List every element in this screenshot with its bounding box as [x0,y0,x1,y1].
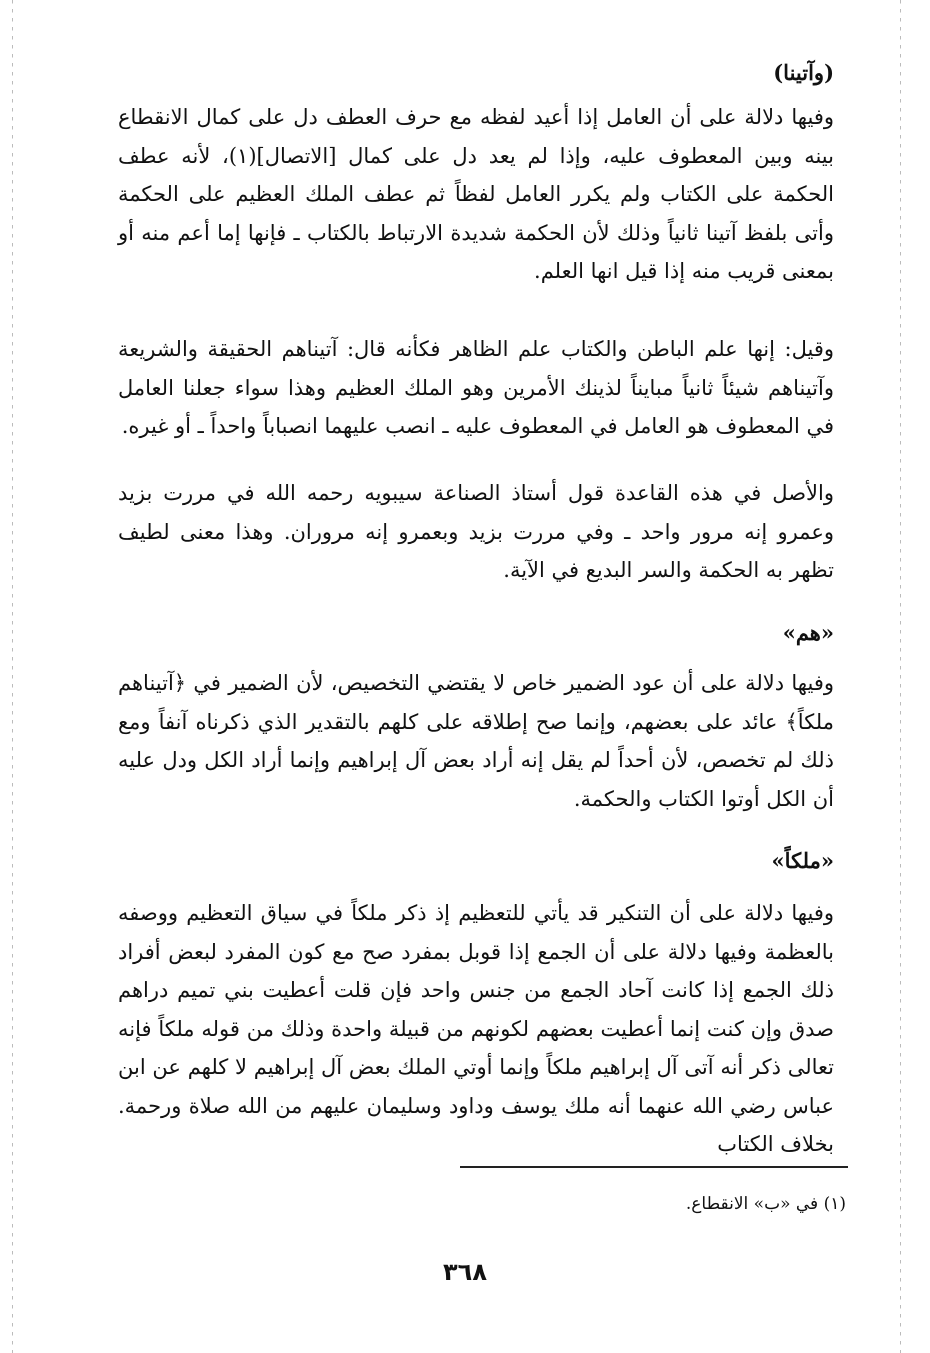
left-margin-guide [12,0,13,1353]
paragraph-3-text: والأصل في هذه القاعدة قول أستاذ الصناعة سيبويه رحمه الله في مررت بزيد وعمرو إنه مرور واحد ـ وفي مررت بزيد وبعمرو إنه مروران. وهذا معنى لطيف تظهر به الحكمة والسر البديع في الآية. [118,481,834,582]
section-heading-wa-ataina: (وآتينا) [773,60,834,85]
paragraph-5-text: وفيها دلالة على أن التنكير قد يأتي للتعظيم إذ ذكر ملكاً في سياق التعظيم ووصفه بالعظمة وفيها دلالة على أن الجمع إذا قوبل بمفرد صح مع كون المفرد لبعض أفراد ذلك الجمع إذا كانت آحاد الجمع من جنس واحد فإن قلت أعطيت بني تميم دراهم صدق وإن كنت إنما أعطيت بعضهم لكونهم من قبيلة واحدة وذلك من قوله ملكاً فإنه تعالى ذكر أنه آتى آل إبراهيم ملكاً وإنما أوتي الملك بعض آل إبراهيم لا كلهم عن ابن عباس رضي الله عنهما أنه ملك يوسف وداود وسليمان عليهم من الله صلاة ورحمة. بخلاف الكتاب [118,901,834,1156]
page-number: ٣٦٨ [443,1258,487,1286]
paragraph-1 [118,98,834,291]
paragraph-2 [118,330,834,446]
paragraph-2-text: وقيل: إنها علم الباطن والكتاب علم الظاهر فكأنه قال: آتيناهم الحقيقة والشريعة وآتيناهم شيئاً ثانياً مبايناً لذينك الأمرين وهو الملك العظيم وهذا سواء جعلنا العامل في المعطوف هو العامل في المعطوف عليه ـ انصب عليهما انصباباً واحداً ـ أو غيره. [118,337,834,438]
section-heading-hum: «هم» [782,620,834,645]
paragraph-5 [118,894,834,1164]
footnote-1: (١) في «ب» الانقطاع. [685,1194,846,1214]
paragraph-4 [118,664,834,818]
footnote-separator [460,1166,848,1168]
paragraph-4-text: وفيها دلالة على أن عود الضمير خاص لا يقتضي التخصيص، لأن الضمير في ﴿آتيناهم ملكاً﴾ عائد على بعضهم، وإنما صح إطلاقه على كلهم بالتقدير الذي ذكرناه آنفاً ومع ذلك لم تخصص، لأن أحداً لم يقل إنه أراد بعض آل إبراهيم وإنما أراد الكل ودل عليه أن الكل أوتوا الكتاب والحكمة. [118,671,834,811]
section-heading-mulkan: «ملكاً» [771,848,834,873]
right-margin-guide [900,0,901,1353]
paragraph-1-text: وفيها دلالة على أن العامل إذا أعيد لفظه مع حرف العطف دل على كمال الانقطاع بينه وبين المعطوف عليه، وإذا لم يعد دل على كمال [الاتصال](١)، لأنه عطف الحكمة على الكتاب ولم يكرر العامل لفظاً ثم عطف الملك العظيم على الحكمة وأتى بلفظ آتينا ثانياً وذلك لأن الحكمة شديدة الارتباط بالكتاب ـ فإنها إما أعم منه أو بمعنى قريب منه إذا قيل انها العلم. [118,105,834,283]
paragraph-3 [118,474,834,590]
